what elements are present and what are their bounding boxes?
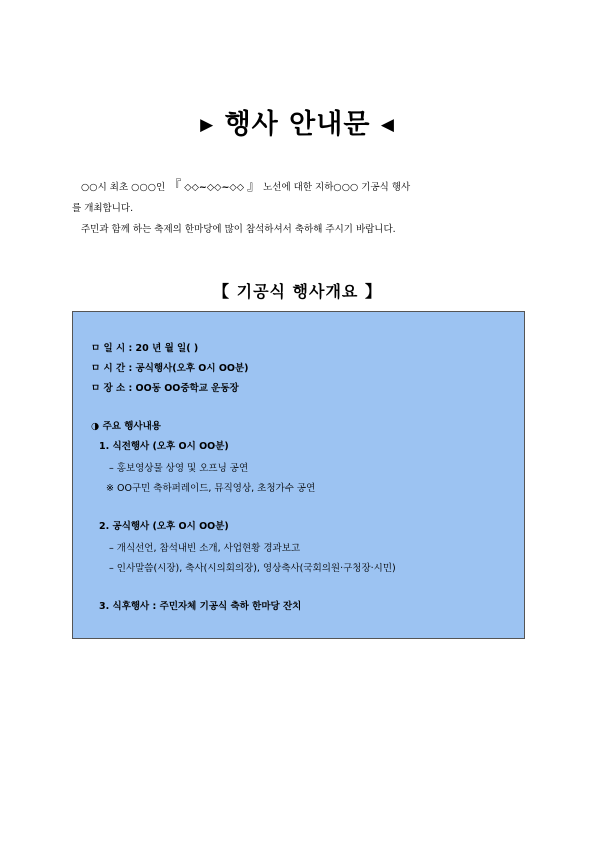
section-title: 【 기공식 행사개요 】 xyxy=(213,282,382,301)
page-title xyxy=(0,102,595,141)
event-name: ◇◇~◇◇~◇◇ xyxy=(184,182,245,193)
time-row: ㅁ 시 간 : 공식행사(오후 O시 OO분) xyxy=(91,363,249,374)
pre-event-title: 1. 식전행사 (오후 O시 OO분) xyxy=(99,441,229,452)
date-row: ㅁ 일 시 : 20 년 월 일( ) xyxy=(91,343,199,354)
official-event-item-1: – 개식선언, 참석내빈 소개, 사업현황 경과보고 xyxy=(109,543,301,554)
intro-line-1 xyxy=(72,176,527,198)
intro-line-1-start: ○○시 최초 ○○○인 xyxy=(81,182,166,193)
close-bracket: 』 xyxy=(247,179,261,194)
post-event-title: 3. 식후행사 : 주민자체 기공식 축하 한마당 잔치 xyxy=(99,601,302,612)
pre-event-item-1: – 홍보영상물 상영 및 오프닝 공연 xyxy=(109,463,249,474)
left-triangle-icon: ◀ xyxy=(380,115,395,135)
intro-line-1-end: 노선에 대한 지하○○○ 기공식 행사 xyxy=(263,182,411,193)
event-summary-box xyxy=(72,311,525,639)
main-program-header: ◑ 주요 행사내용 xyxy=(91,421,161,432)
open-bracket: 『 xyxy=(168,179,182,194)
right-triangle-icon: ▶ xyxy=(200,115,215,135)
place-row: ㅁ 장 소 : OO동 OO중학교 운동장 xyxy=(91,383,239,394)
intro-line-2: 를 개최합니다. xyxy=(72,203,134,214)
pre-event-item-2: ※ OO구민 축하퍼레이드, 뮤직영상, 초청가수 공연 xyxy=(106,483,316,494)
official-event-title: 2. 공식행사 (오후 O시 OO분) xyxy=(99,521,229,532)
official-event-item-2: – 인사말씀(시장), 축사(시의회의장), 영상축사(국회의원·구청장·시민) xyxy=(109,563,396,574)
title-text: 행사 안내문 xyxy=(224,109,371,140)
intro-paragraph xyxy=(72,176,527,240)
intro-line-3: 주민과 함께 하는 축제의 한마당에 많이 참석하셔서 축하해 주시기 바랍니다. xyxy=(81,224,396,235)
